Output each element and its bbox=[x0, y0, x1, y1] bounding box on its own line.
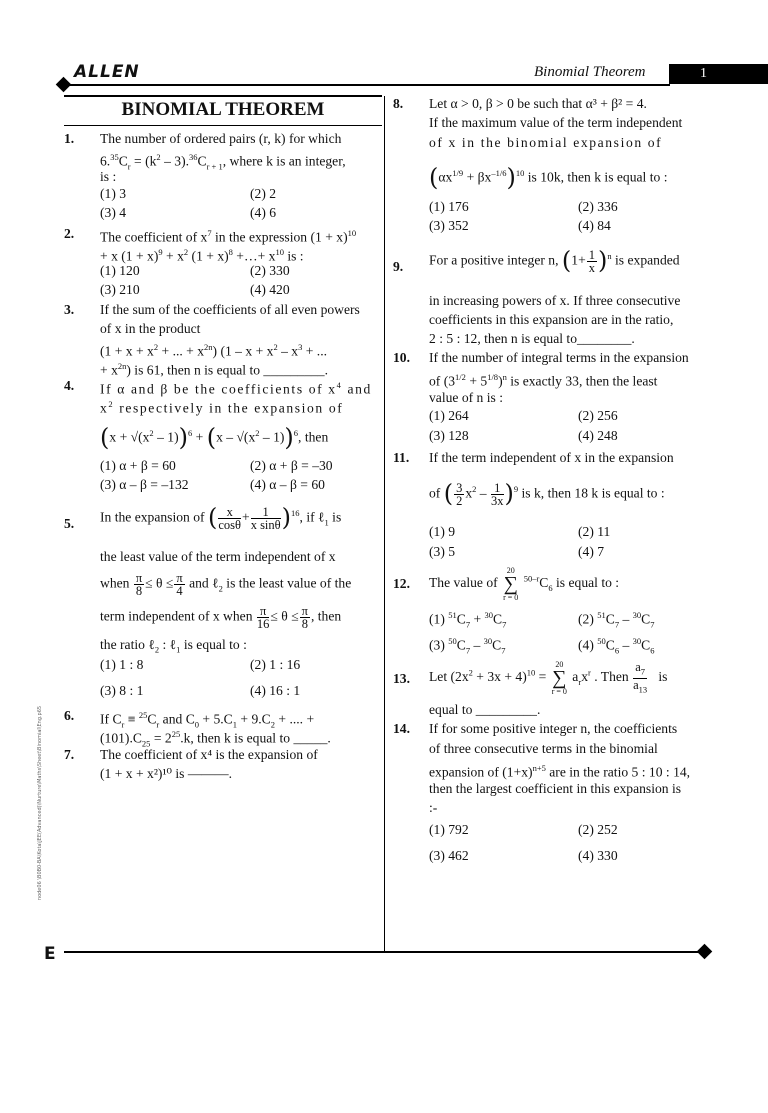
question-text: term independent of x when bbox=[100, 608, 253, 624]
question-text: equal to _________. bbox=[429, 702, 541, 717]
question-formula: If α and β be the coefficients of $x^4$ and bbox=[100, 380, 372, 397]
question-text: is : bbox=[100, 169, 117, 184]
question-text: is 10k, then k is equal to : bbox=[527, 169, 668, 185]
question-text: The number of ordered pairs (r, k) for which bbox=[100, 131, 342, 146]
option: (2) 336 bbox=[578, 199, 618, 214]
question-text: If the number of integral terms in the expansion bbox=[429, 350, 689, 365]
question-formula: The value of 20 ∑ r = 0 $^{50-r}C_6$ is equal to : bbox=[429, 566, 620, 602]
option: (2) 252 bbox=[578, 822, 618, 837]
question-formula: term independent of x when $\frac{\pi}{16}$ ≤ θ ≤ $\frac{\pi}{8}$ , then bbox=[100, 604, 342, 631]
option: (3) 128 bbox=[429, 428, 469, 443]
question-text: If the term independent of x in the expansion bbox=[429, 450, 674, 465]
question-text: the least value of the term independent of x bbox=[100, 549, 336, 564]
question-number: 3. bbox=[64, 302, 75, 317]
column-divider bbox=[384, 96, 385, 951]
question-text: is k, then 18 k is equal to : bbox=[521, 485, 665, 501]
question-text: then the largest coefficient in this expansion is bbox=[429, 781, 682, 796]
question-formula: $(\alpha x^{1/9} + \beta x^{-1/6})^{10}$ is 10k, then k is equal to : bbox=[429, 163, 668, 192]
option: (3) α – β = –132 bbox=[100, 477, 189, 492]
subject-header: Binomial Theorem bbox=[534, 64, 646, 80]
question-formula: of ( $\frac{3}{2}$ $x^2$ – $\frac{1}{3x}$ )$^9$ is k, then 18 k is equal to : bbox=[429, 479, 665, 508]
question-formula: $(101).C_{25} = 2^{25}.k$, then k is equal to _____. bbox=[100, 729, 331, 749]
option: (1) 176 bbox=[429, 199, 469, 214]
question-number: 6. bbox=[64, 708, 75, 723]
option: (4) 7 bbox=[578, 544, 605, 559]
question-text: For a positive integer n, bbox=[429, 252, 559, 268]
question-number: 9. bbox=[393, 259, 404, 274]
question-formula: $6.35C_r = (k^2 - 3).^{36}C_{r + 1}$, where k is an integer, bbox=[100, 152, 346, 172]
question-number: 5. bbox=[64, 516, 75, 531]
option: (1) 120 bbox=[100, 263, 140, 278]
header-rule bbox=[64, 84, 670, 86]
question-formula: In the expansion of ( $\frac{x}{\cos\theta}$ + $\frac{1}{\text{x sinθ}}$ )$^{16}$, if ℓ$_1$ is bbox=[100, 503, 342, 532]
option: (1) $^{51}C_7 + ^{30}C_7$ bbox=[429, 610, 507, 630]
question-text: value of n is : bbox=[429, 390, 503, 405]
option: (4) 330 bbox=[578, 848, 618, 863]
option: (1) 9 bbox=[429, 524, 456, 539]
title-rule-bottom bbox=[64, 125, 382, 126]
option: (2) α + β = –30 bbox=[250, 458, 333, 473]
question-text: coefficients in this expansion are in the ratio, bbox=[429, 312, 674, 327]
footer-badge: E bbox=[44, 944, 56, 964]
question-text: If the sum of the coefficients of all even powers bbox=[100, 302, 360, 317]
question-formula: If $C_r \equiv ^{25}C_r$ and $C_0 + 5.C_1 + 9.C_2$ + .... + bbox=[100, 710, 315, 730]
option: (4) 248 bbox=[578, 428, 618, 443]
option: (4) 84 bbox=[578, 218, 611, 233]
option: (3) 4 bbox=[100, 205, 127, 220]
question-text: is equal to : bbox=[556, 575, 620, 591]
question-number: 13. bbox=[393, 671, 410, 686]
page-number: 1 bbox=[669, 64, 768, 84]
option: (1) α + β = 60 bbox=[100, 458, 176, 473]
option: (2) 330 bbox=[250, 263, 290, 278]
question-text: is expanded bbox=[615, 252, 680, 268]
option: (3) 8 : 1 bbox=[100, 683, 144, 698]
option: (4) $^{50}C_6 - ^{30}C_6$ bbox=[578, 636, 655, 656]
option: (1) 1 : 8 bbox=[100, 657, 144, 672]
option: (3) 5 bbox=[429, 544, 456, 559]
question-formula: ($1 + x + x^2$ + ... + $x^{2n}$) ($1 - x + x^2 - x^3$ + ... bbox=[100, 342, 327, 359]
question-number: 11. bbox=[393, 450, 410, 465]
question-text: :- bbox=[429, 800, 438, 815]
question-formula: The coefficient of $x^7$ in the expression $(1 + x)^{10}$ bbox=[100, 228, 357, 245]
question-formula: + $x^{2n}$) is 61, then n is equal to _________. bbox=[100, 361, 328, 378]
option: (2) 256 bbox=[578, 408, 618, 423]
question-text: in increasing powers of x. If three consecutive bbox=[429, 293, 681, 308]
question-text: If for some positive integer n, the coefficients bbox=[429, 721, 678, 736]
question-text: , then bbox=[298, 429, 329, 445]
option: (2) 1 : 16 bbox=[250, 657, 301, 672]
question-text: Let α > 0, β > 0 be such that α³ + β² = 4. bbox=[429, 96, 647, 111]
question-number: 7. bbox=[64, 747, 75, 762]
option: (3) 352 bbox=[429, 218, 469, 233]
question-formula: when $\frac{\pi}{8}$ ≤ θ ≤ $\frac{\pi}{4}$ and ℓ$_2$ is the least value of the bbox=[100, 571, 352, 598]
question-text: of x in the product bbox=[100, 321, 201, 336]
question-formula: $x^2$ respectively in the expansion of bbox=[100, 399, 344, 416]
option: (4) α – β = 60 bbox=[250, 477, 325, 492]
option: (1) 3 bbox=[100, 186, 127, 201]
question-formula: For a positive integer n, (1+ $\frac{1}{x}$ )$^n$ is expanded bbox=[429, 246, 680, 275]
option: (3) 462 bbox=[429, 848, 469, 863]
question-text: The coefficient of x⁴ is the expansion of bbox=[100, 747, 318, 762]
option: (1) 264 bbox=[429, 408, 469, 423]
question-number: 14. bbox=[393, 721, 410, 736]
option: (1) 792 bbox=[429, 822, 469, 837]
question-text: The value of bbox=[429, 575, 498, 591]
option: (3) $^{50}C_7 - ^{30}C_7$ bbox=[429, 636, 506, 656]
question-formula: of $(3^{1/2} + 5^{1/8})^n$ is exactly 33, then the least bbox=[429, 372, 658, 389]
question-formula: the ratio ℓ$_2$ : ℓ$_1$ is equal to : bbox=[100, 637, 247, 655]
question-formula: $(x + √(x^2 - 1))^6 + (x - √(x^2 - 1))^6$, then bbox=[100, 423, 329, 452]
question-text: (1 + x + x²)¹⁰ is ———. bbox=[100, 766, 233, 781]
side-file-path: node06 \B0B0-BA\Kota\JEE(Advanced)\Nurture\Maths\Sheet\Binomial\Eng.p65 bbox=[37, 705, 43, 901]
question-text: 2 : 5 : 12, then n is equal to________. bbox=[429, 331, 635, 346]
question-formula: Let $(2x^2 + 3x + 4)^{10} = 20$ ∑ r = 0 $a_rx^r$ . Then $\frac{a_7}{a_{13}}$ is bbox=[429, 660, 668, 696]
question-text: of x in the binomial expansion of bbox=[429, 135, 663, 150]
question-number: 2. bbox=[64, 226, 75, 241]
page-title: BINOMIAL THEOREM bbox=[121, 99, 325, 120]
option: (4) 6 bbox=[250, 205, 277, 220]
question-number: 1. bbox=[64, 131, 75, 146]
option: (4) 16 : 1 bbox=[250, 683, 301, 698]
question-formula: expansion of $(1+x)^{n+5}$ are in the ratio 5 : 10 : 14, bbox=[429, 763, 691, 780]
question-text: of three consecutive terms in the binomial bbox=[429, 741, 658, 756]
footer-diamond bbox=[697, 944, 713, 960]
footer-rule bbox=[64, 951, 704, 953]
allen-logo: ALLEN bbox=[74, 62, 140, 82]
question-number: 8. bbox=[393, 96, 404, 111]
question-text: In the expansion of bbox=[100, 509, 205, 525]
option: (3) 210 bbox=[100, 282, 140, 297]
option: (2) 11 bbox=[578, 524, 611, 539]
question-number: 10. bbox=[393, 350, 410, 365]
option: (2) 2 bbox=[250, 186, 277, 201]
option: (2) $^{51}C_7 - ^{30}C_7$ bbox=[578, 610, 655, 630]
title-rule-top bbox=[64, 95, 382, 97]
option: (4) 420 bbox=[250, 282, 290, 297]
question-number: 12. bbox=[393, 576, 410, 591]
question-formula: + x $(1 + x)^9 + x^2$ $(1 + x)^8$ +…+ $x^{10}$ is : bbox=[100, 247, 304, 264]
question-text: If the maximum value of the term independent bbox=[429, 115, 683, 130]
question-number: 4. bbox=[64, 378, 75, 393]
